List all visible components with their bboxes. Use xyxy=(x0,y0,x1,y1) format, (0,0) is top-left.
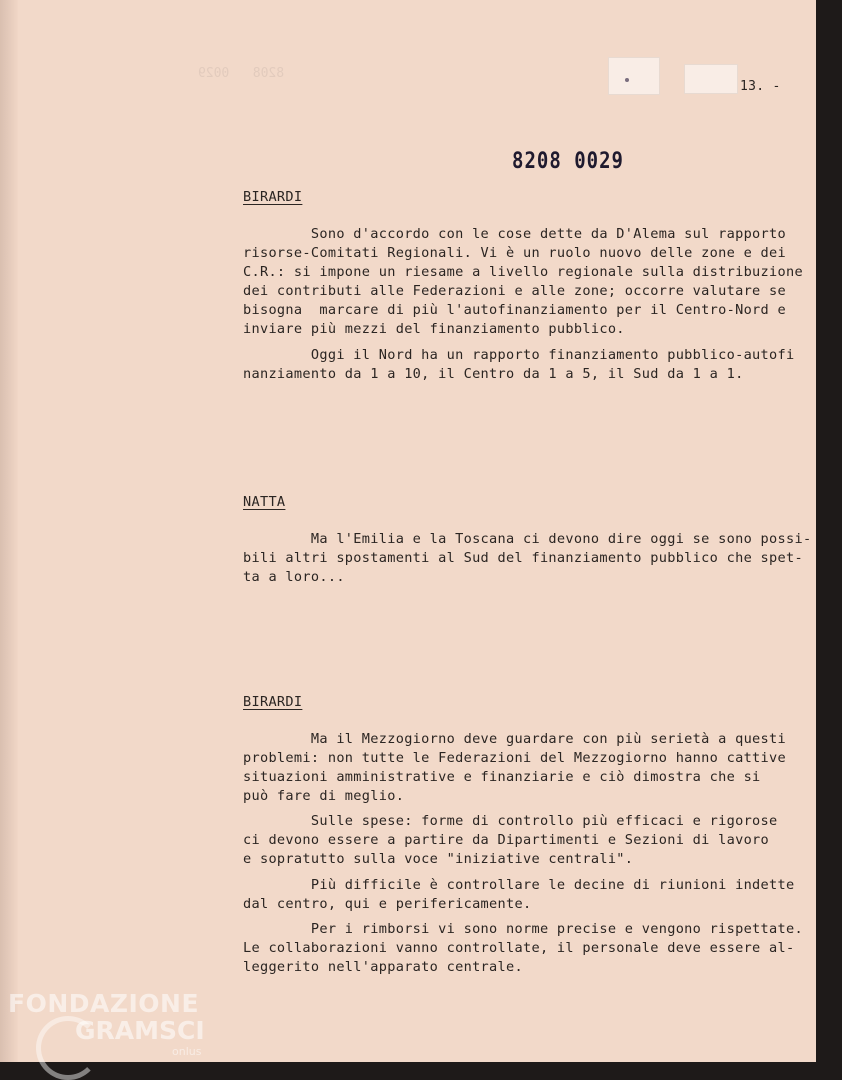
speaker-name: NATTA xyxy=(243,494,286,510)
watermark-subtitle: GRAMSCI xyxy=(75,1016,205,1045)
scan-background-right xyxy=(816,0,842,1080)
watermark-title: FONDAZIONE xyxy=(8,989,200,1018)
scan-background-bottom xyxy=(0,1062,842,1080)
paragraph: Più difficile è controllare le decine di riunioni indette dal centro, qui e perifericamente. xyxy=(243,877,795,912)
bleed-through-text: 8208 0029 xyxy=(198,66,285,81)
archive-stamp-code: 8208 0029 xyxy=(512,148,624,174)
paragraph: Oggi il Nord ha un rapporto finanziamento pubblico-autofi nanziamento da 1 a 10, il Centro da 1 a 5, il Sud da 1 a 1. xyxy=(243,347,795,382)
pen-mark xyxy=(625,78,629,82)
paragraph: Sono d'accordo con le cose dette da D'Alema sul rapporto risorse-Comitati Regionali. Vi è un ruolo nuovo delle zone e dei C.R.: si impone un riesame a livello regionale sulla distribuzione dei contributi alle Federazioni e alle zone; occorre valutare se bisogna marcare di più l'autofinanziamento per il Centro-Nord e inviare più mezzi del finanziamento pubblico. xyxy=(243,226,803,337)
tape-piece-left xyxy=(608,57,660,95)
paragraph: Per i rimborsi vi sono norme precise e vengono rispettate. Le collaborazioni vanno controllate, il personale deve essere al- leggerito nell'apparato centrale. xyxy=(243,921,803,975)
page-edge xyxy=(0,0,18,1062)
page-number: 13. - xyxy=(740,79,781,94)
paragraph: Sulle spese: forme di controllo più efficaci e rigorose ci devono essere a partire da Dipartimenti e Sezioni di lavoro e sopratutto sulla voce "iniziative centrali". xyxy=(243,813,778,867)
speaker-name: BIRARDI xyxy=(243,189,303,205)
tape-piece-right xyxy=(684,64,738,94)
watermark-onlus: onlus xyxy=(172,1045,202,1058)
paragraph: Ma l'Emilia e la Toscana ci devono dire oggi se sono possi- bili altri spostamenti al Sud del finanziamento pubblico che spet- ta a loro... xyxy=(243,531,812,585)
paragraph: Ma il Mezzogiorno deve guardare con più serietà a questi problemi: non tutte le Federazioni del Mezzogiorno hanno cattive situazioni amministrative e finanziarie e ciò dimostra che si può fare di meglio. xyxy=(243,731,786,804)
speaker-name: BIRARDI xyxy=(243,694,303,710)
